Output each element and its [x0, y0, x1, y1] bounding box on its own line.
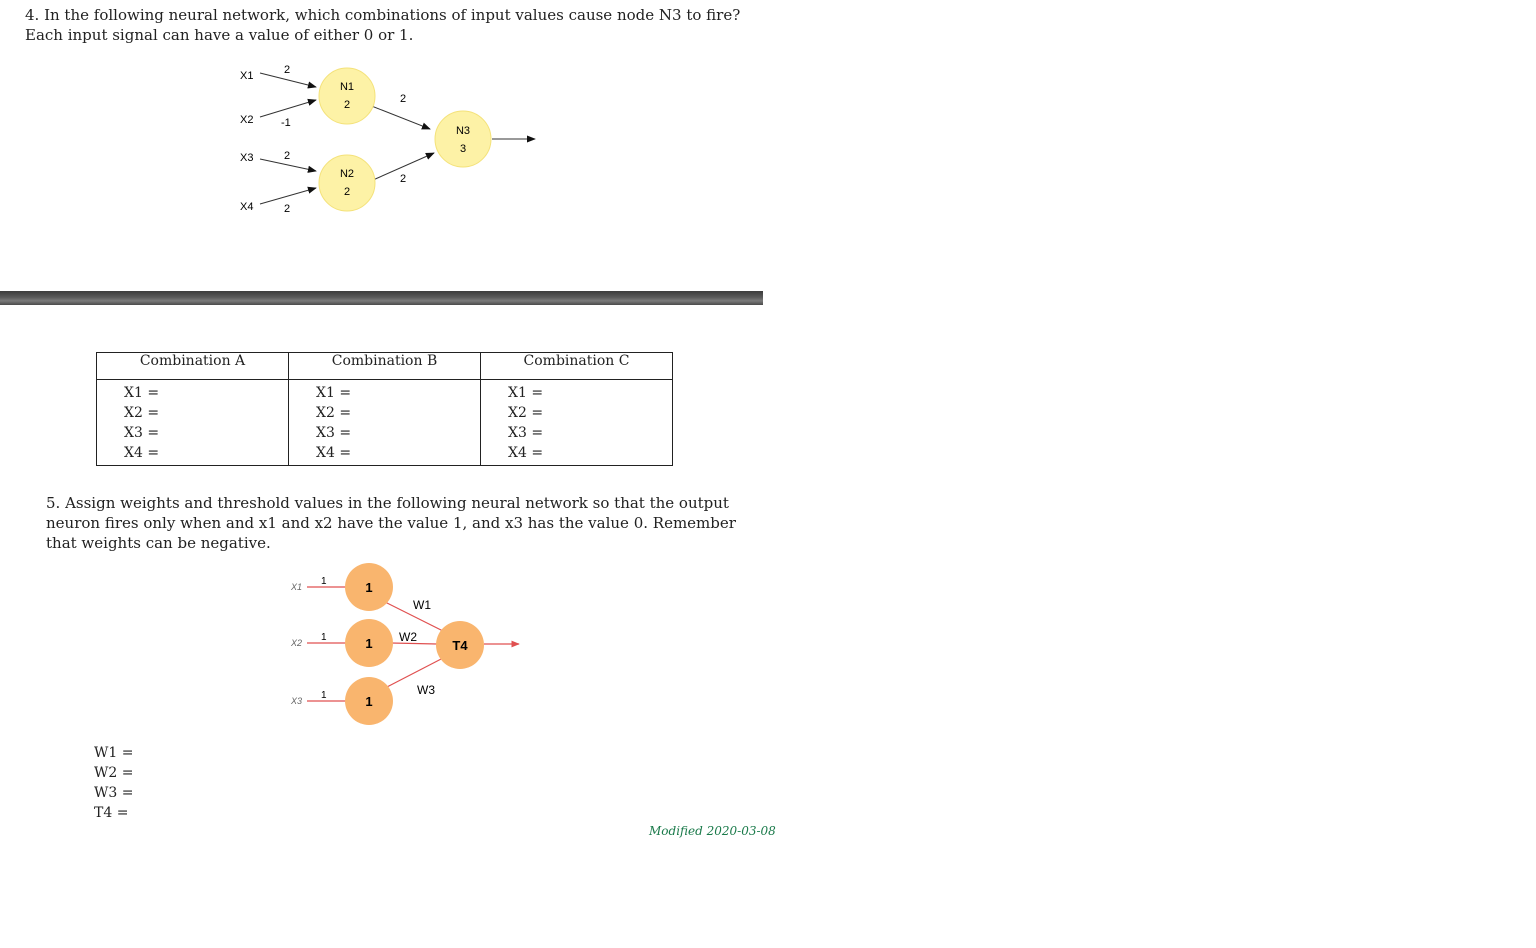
- weight-label: 2: [400, 93, 407, 105]
- answer-line-t4[interactable]: T4 =: [94, 805, 129, 821]
- weight-label: 2: [284, 150, 291, 162]
- answer-line: X4 =: [316, 445, 352, 461]
- modified-date: Modified 2020-03-08: [649, 824, 776, 838]
- input-label: X2: [240, 114, 254, 126]
- edge-x2-n1: [260, 100, 316, 117]
- input-label: X3: [240, 152, 254, 164]
- node-n2: [319, 155, 375, 211]
- answer-line: X2 =: [508, 405, 544, 421]
- edge-x4-n2: [260, 188, 316, 204]
- weight-label: 2: [284, 203, 291, 215]
- node-threshold: 1: [365, 580, 373, 595]
- input-label: X3: [291, 696, 303, 706]
- node-name: N3: [455, 125, 471, 137]
- combination-cell[interactable]: [289, 380, 481, 466]
- answer-line-w1[interactable]: W1 =: [94, 745, 134, 761]
- answer-line-w3[interactable]: W3 =: [94, 785, 134, 801]
- answer-line-w2[interactable]: W2 =: [94, 765, 134, 781]
- input-label: X1: [291, 582, 303, 592]
- answer-list: [94, 743, 133, 823]
- answer-line: X4 =: [124, 445, 160, 461]
- node-threshold: 2: [343, 99, 351, 111]
- combination-cell[interactable]: [481, 380, 673, 466]
- table-header: Combination C: [481, 353, 673, 380]
- answer-line: X1 =: [124, 385, 160, 401]
- table-header: Combination A: [97, 353, 289, 380]
- input-label: X4: [240, 201, 254, 213]
- section-divider: [0, 291, 763, 305]
- answer-line: X4 =: [508, 445, 544, 461]
- answer-line: X3 =: [508, 425, 544, 441]
- node-threshold: 1: [365, 636, 373, 651]
- node-n1: [319, 68, 375, 124]
- edge-n1-n3: [369, 105, 430, 129]
- answer-line: X2 =: [124, 405, 160, 421]
- network-diagram-2: [285, 560, 545, 720]
- node-n3: [435, 111, 491, 167]
- answer-line: X2 =: [316, 405, 352, 421]
- weight-label: W3: [417, 683, 435, 697]
- edge-h3-t4: [385, 657, 445, 688]
- combination-cell[interactable]: [97, 380, 289, 466]
- combination-table: [96, 352, 673, 466]
- table-header: Combination B: [289, 353, 481, 380]
- network-diagram-1: [220, 55, 780, 285]
- node-threshold: 1: [365, 694, 373, 709]
- answer-line: X1 =: [316, 385, 352, 401]
- answer-line: X3 =: [316, 425, 352, 441]
- hidden-node-2: [345, 619, 393, 667]
- answer-line: X1 =: [508, 385, 544, 401]
- hidden-node-1: [345, 563, 393, 611]
- weight-label: 1: [321, 632, 327, 643]
- input-label: X2: [291, 638, 303, 648]
- node-threshold: T4: [452, 638, 468, 653]
- weight-label: 1: [321, 690, 327, 701]
- node-threshold: 3: [459, 143, 467, 155]
- weight-label: W1: [413, 598, 431, 612]
- output-node-t4: [436, 621, 484, 669]
- answer-line: X3 =: [124, 425, 160, 441]
- weight-label: 2: [284, 64, 291, 76]
- node-name: N1: [339, 81, 355, 93]
- hidden-node-3: [345, 677, 393, 725]
- weight-label: 1: [321, 576, 327, 587]
- question-4-text: 4. In the following neural network, which combinations of input values cause node N3 to fire? Each input signal can have a value of either 0 or 1.: [25, 6, 741, 44]
- weight-label: -1: [281, 117, 291, 129]
- weight-label: 2: [400, 173, 407, 185]
- node-threshold: 2: [343, 186, 351, 198]
- question-5-text: 5. Assign weights and threshold values in the following neural network so that the output neuron fires only when and x1 and x2 have the value 1, and x3 has the value 0. Remember that weights can be negative.: [46, 494, 736, 552]
- input-label: X1: [240, 70, 254, 82]
- weight-label: W2: [399, 630, 417, 644]
- node-name: N2: [339, 168, 355, 180]
